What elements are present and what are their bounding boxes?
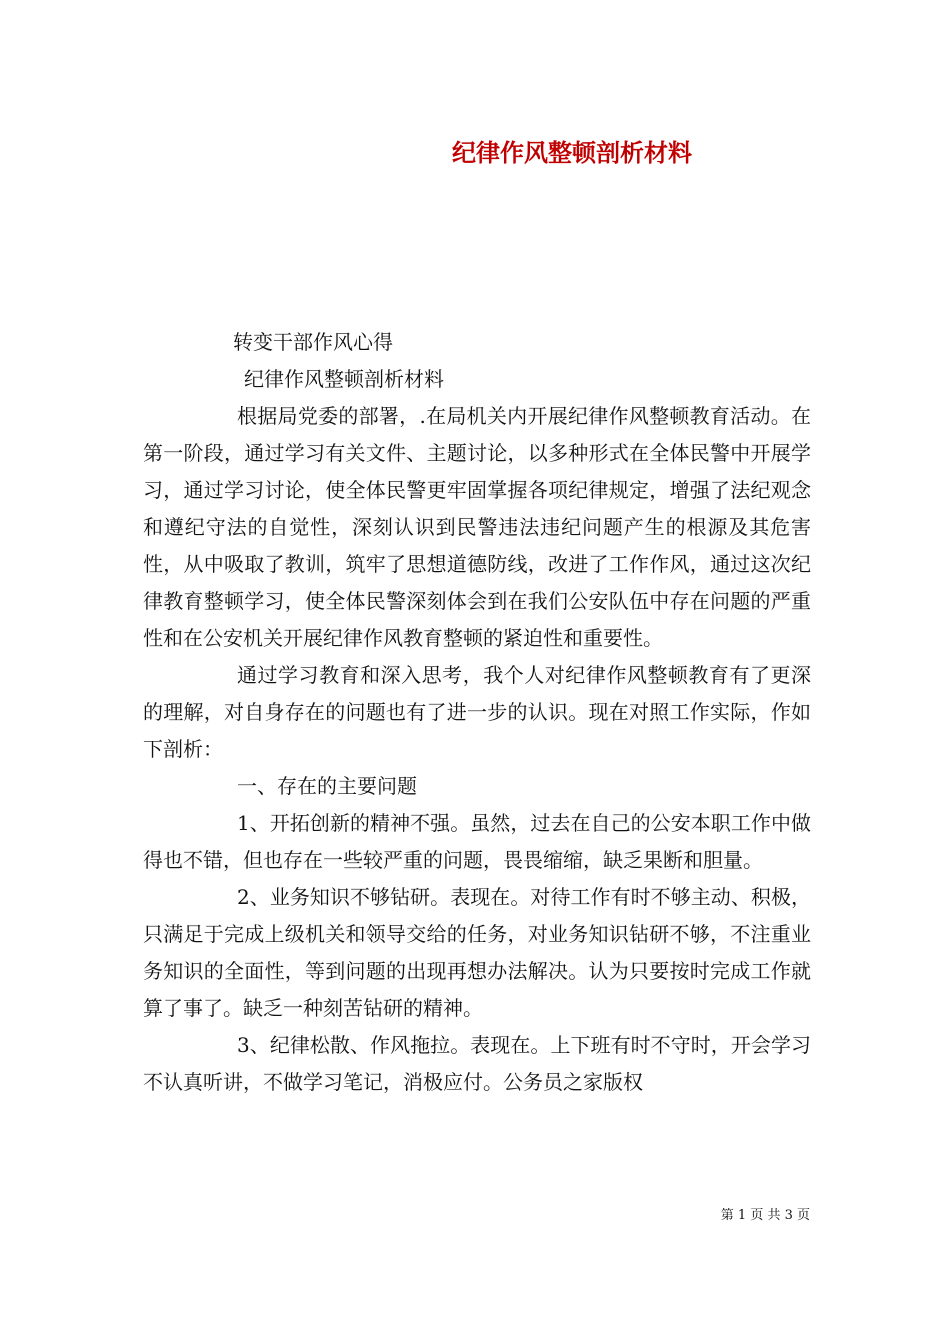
paragraph-deployment: 根据局党委的部署，.在局机关内开展纪律作风整顿教育活动。在第一阶段，通过学习有关文件、主题讨论，以多种形式在全体民警中开展学习，通过学习讨论，使全体民警更牢固掌握各项纪律规定，增强了法纪观念和遵纪守法的自觉性，深刻认识到民警违法违纪问题产生的根源及其危害性，从中吸取了教训，筑牢了思想道德防线，改进了工作作风，通过这次纪律教育整顿学习，使全体民警深刻体会到在我们公安队伍中存在问题的严重性和在公安机关开展纪律作风教育整顿的紧迫性和重要性。 [143,404,811,650]
paragraph-reflection: 通过学习教育和深入思考，我个人对纪律作风整顿教育有了更深的理解，对自身存在的问题也有了进一步的认识。现在对照工作实际，作如下剖析： [143,663,811,761]
document-body [143,324,811,1101]
section-heading-main-problems: 一、存在的主要问题 [237,774,417,798]
document-title: 纪律作风整顿剖析材料 [452,138,692,167]
paragraph-problem-2: 2、业务知识不够钻研。表现在。对待工作有时不够主动、积极，只满足于完成上级机关和领导交给的任务，对业务知识钻研不够，不注重业务知识的全面性，等到问题的出现再想办法解决。认为只要按时完成工作就算了事了。缺乏一种刻苦钻研的精神。 [143,885,811,1020]
page-number-footer: 第 1 页 共 3 页 [720,1208,810,1223]
paragraph-problem-3: 3、纪律松散、作风拖拉。表现在。上下班有时不守时，开会学习不认真听讲，不做学习笔记，消极应付。公务员之家版权 [143,1033,811,1094]
intro-heading: 转变干部作风心得 [233,330,393,354]
paragraph-problem-1: 1、开拓创新的精神不强。虽然，过去在自己的公安本职工作中做得也不错，但也存在一些较严重的问题，畏畏缩缩，缺乏果断和胆量。 [143,811,811,872]
document-subtitle: 纪律作风整顿剖析材料 [244,367,444,391]
